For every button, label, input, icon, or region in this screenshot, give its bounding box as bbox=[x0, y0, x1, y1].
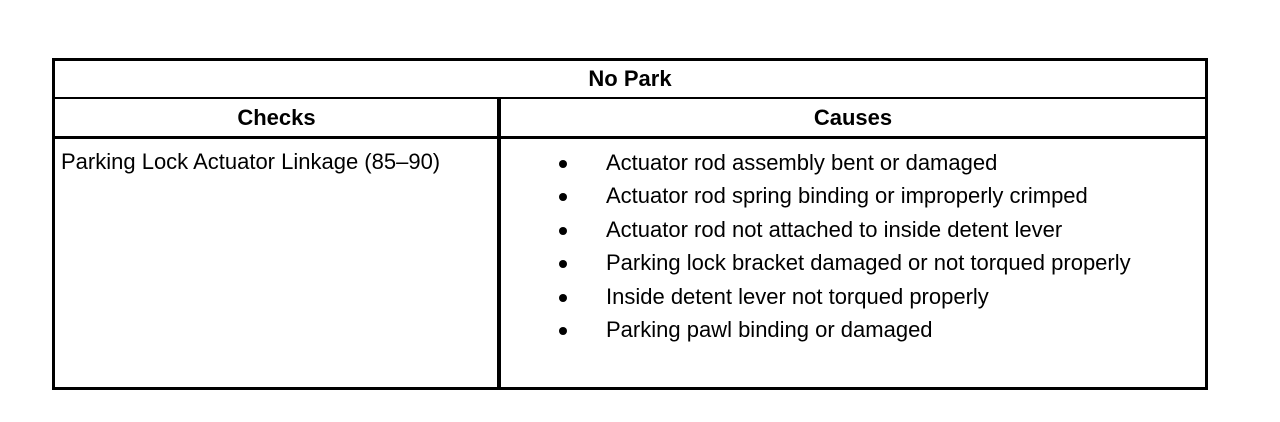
causes-list bbox=[501, 151, 1205, 351]
bullet-icon bbox=[559, 193, 567, 201]
cause-text: Actuator rod assembly bent or damaged bbox=[606, 150, 998, 175]
cause-item bbox=[501, 151, 1205, 184]
cause-item bbox=[501, 184, 1205, 217]
cause-text: Parking lock bracket damaged or not torqued properly bbox=[606, 250, 1131, 276]
causes-column-header: Causes bbox=[813, 104, 893, 130]
diagnostic-table bbox=[52, 58, 1208, 390]
bullet-icon bbox=[559, 227, 567, 235]
cause-item bbox=[501, 218, 1205, 251]
cause-item bbox=[501, 318, 1205, 351]
cause-text: Inside detent lever not torqued properly bbox=[606, 283, 989, 309]
bullet-icon bbox=[559, 260, 567, 268]
cause-item bbox=[501, 285, 1205, 318]
check-cell: Parking Lock Actuator Linkage (85–90) bbox=[61, 149, 441, 174]
cause-text: Actuator rod spring binding or improperly crimped bbox=[606, 183, 1088, 209]
checks-column-header: Checks bbox=[237, 104, 316, 130]
bullet-icon bbox=[559, 160, 567, 168]
cause-text: Actuator rod not attached to inside detent lever bbox=[606, 216, 1063, 242]
header-row bbox=[55, 99, 1205, 139]
table-row bbox=[55, 139, 1205, 387]
bullet-icon bbox=[559, 294, 567, 302]
bullet-icon bbox=[559, 327, 567, 335]
cause-item bbox=[501, 251, 1205, 284]
table-title: No Park bbox=[55, 61, 1205, 99]
cause-text: Parking pawl binding or damaged bbox=[606, 316, 933, 342]
